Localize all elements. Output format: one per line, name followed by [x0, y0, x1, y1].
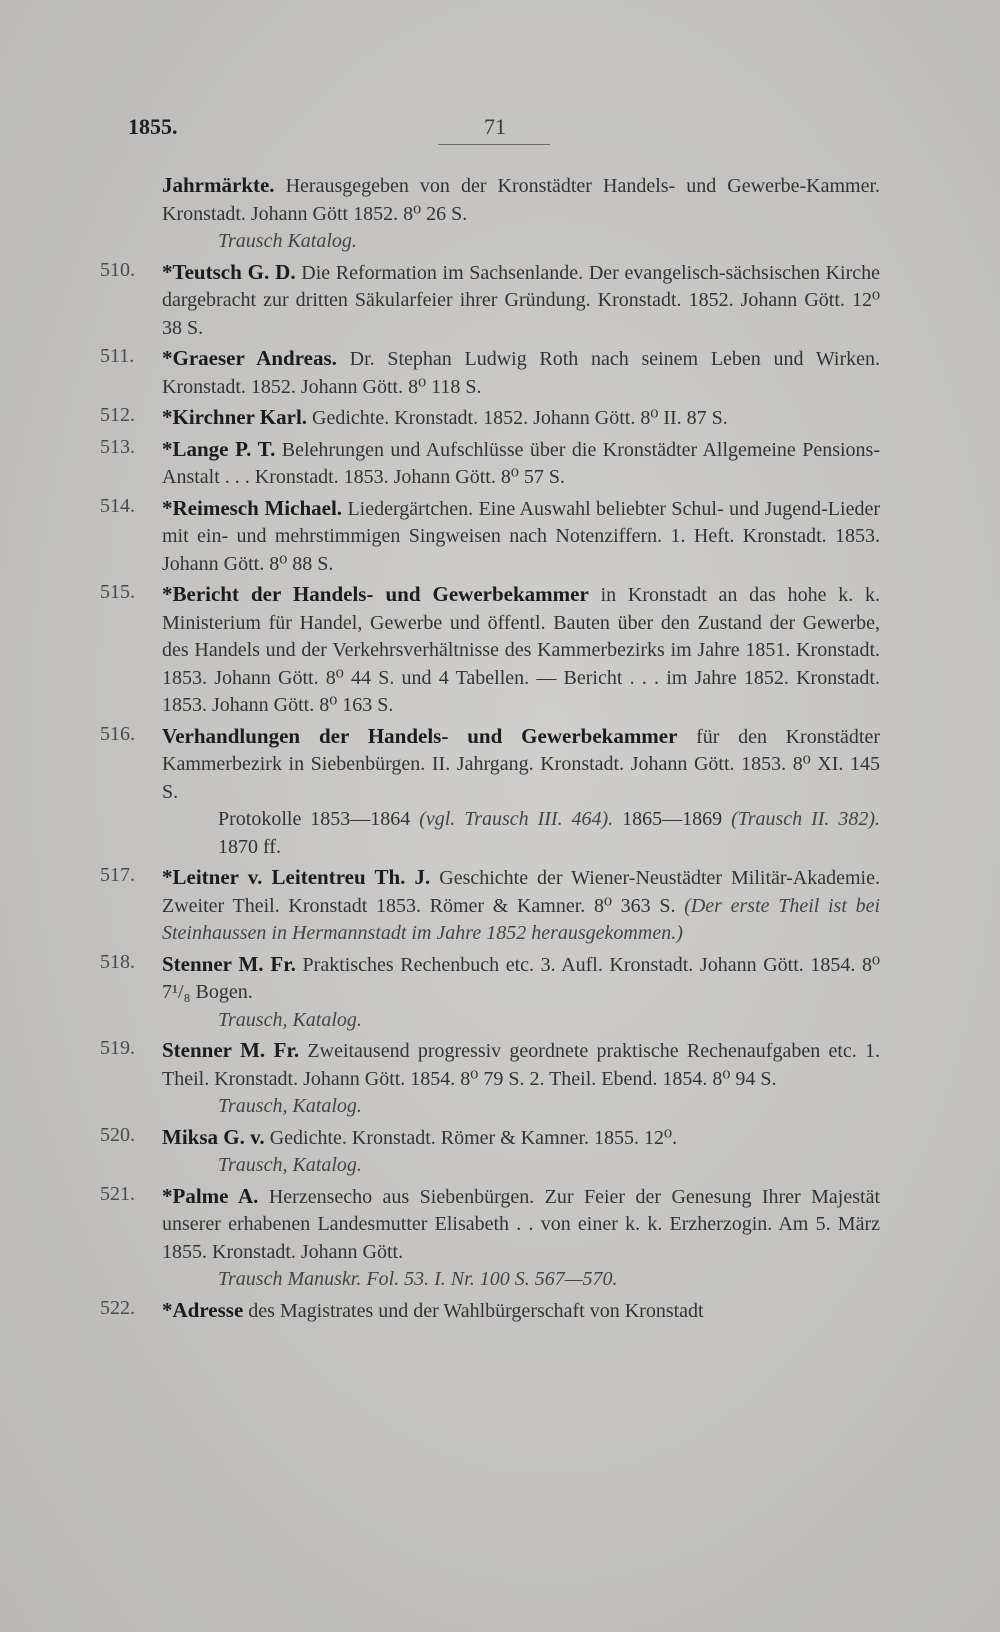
- entry-number: 514.: [100, 494, 135, 517]
- bibliography-list: [100, 172, 880, 1328]
- entry-author: *Teutsch G. D.: [162, 259, 296, 284]
- entry-number: 510.: [100, 258, 135, 281]
- entry-518: [100, 951, 880, 1035]
- entry-text: Dr. Stephan Ludwig Roth nach seinem Leben und Wirken. Kronstadt. 1852. Johann Gött. 8⁰ 118 S.: [162, 348, 881, 398]
- entry-text: in Kronstadt an das hohe k. k. Ministerium für Handel, Gewerbe und öffentl. Bauten über den Zustand der Gewerbe, des Handels und der Verkehrsverhältnisse des Kammerbezirks im Jahre 1851. Kronstadt. 1853. Johann Gött. 8⁰ 44 S. und 4 Tabellen. — Bericht . . . im Jahre 1852. Kronstadt. 1853. Johann Gött. 8⁰ 163 S.: [162, 584, 880, 716]
- entry-513: [100, 436, 880, 492]
- entry-text: Gedichte. Kronstadt. Römer & Kamner. 1855. 12⁰.: [269, 1126, 678, 1149]
- protocol-ref-2: (Trausch II. 382).: [731, 808, 881, 830]
- protocol-range-1: Protokolle 1853—1864: [218, 808, 411, 830]
- entry-number: 520.: [100, 1123, 135, 1146]
- entry-author: *Bericht der Handels- und Gewerbekammer: [162, 582, 589, 606]
- entry-note: Trausch, Katalog.: [218, 1154, 362, 1176]
- entry-text: Die Reformation im Sachsenlande. Der evangelisch-sächsischen Kirche dargebracht zur dritten Säkularfeier ihrer Gründung. Kronstadt. 1852. Johann Gött. 12⁰ 38 S.: [162, 261, 881, 339]
- protocol-range-2: 1865—1869: [622, 808, 723, 830]
- entry-521: [100, 1183, 880, 1294]
- entry-author: *Graeser Andreas.: [162, 346, 337, 370]
- header-rule: [438, 144, 550, 145]
- entry-author: Stenner M. Fr.: [162, 1038, 300, 1062]
- entry-inline-note: (Der erste Theil ist bei Steinhaussen in Hermannstadt im Jahre 1852 herausgekommen.): [162, 894, 880, 944]
- entry-note: Trausch, Katalog.: [218, 1008, 362, 1031]
- entry-author: Stenner M. Fr.: [162, 951, 296, 976]
- entry-text: Gedichte. Kronstadt. 1852. Johann Gött. 8⁰ II. 87 S.: [312, 407, 728, 429]
- entry-text: Herzensecho aus Siebenbürgen. Zur Feier der Genesung Ihrer Majestät unserer erhabenen Landesmutter Elisabeth . . von einer k. k. Erzherzogin. Am 5. März 1855. Kronstadt. Johann Gött.: [162, 1185, 881, 1263]
- entry-protocol-line: [162, 806, 880, 861]
- entry-text: Belehrungen und Aufschlüsse über die Kronstädter Allgemeine Pensions-Anstalt . . . Kronstadt. 1853. Johann Gött. 8⁰ 57 S.: [162, 438, 881, 488]
- header-year: 1855.: [128, 114, 178, 139]
- entry-text: des Magistrates und der Wahlbürgerschaft von Kronstadt: [248, 1299, 704, 1322]
- protocol-range-3: 1870 ff.: [218, 835, 281, 858]
- entry-author: *Kirchner Karl.: [162, 405, 308, 429]
- entry-number: 517.: [100, 864, 135, 886]
- page-number: 71: [484, 114, 506, 139]
- entry-text: Herausgegeben von der Kronstädter Handels- und Gewerbe-Kammer. Kronstadt. Johann Gött 1852. 8⁰ 26 S.: [162, 175, 881, 225]
- entry-text: Zweitausend progressiv geordnete praktische Rechenaufgaben etc. 1. Theil. Kronstadt. Johann Gött. 1854. 8⁰ 79 S. 2. Theil. Ebend. 1854. 8⁰ 94 S.: [162, 1040, 881, 1090]
- entry-number: 511.: [100, 345, 135, 367]
- entry-number: 516.: [100, 722, 135, 745]
- entry-522: [100, 1297, 880, 1326]
- entry-number: 513.: [100, 435, 135, 458]
- entry-number: 518.: [100, 950, 135, 973]
- entry-number: 522.: [100, 1296, 135, 1319]
- entry-note: Trausch Manuskr. Fol. 53. I. Nr. 100 S. 567—570.: [218, 1268, 618, 1290]
- entry-509-continued: [100, 172, 880, 256]
- protocol-ref-1: (vgl. Trausch III. 464).: [419, 808, 614, 830]
- entry-520: [100, 1124, 880, 1180]
- entry-author: Miksa G. v.: [162, 1124, 265, 1149]
- entry-author: *Adresse: [162, 1297, 244, 1322]
- entry-author: *Reimesch Michael.: [162, 495, 343, 520]
- entry-519: [100, 1037, 880, 1121]
- entry-514: [100, 495, 880, 579]
- entry-text: Praktisches Rechenbuch etc. 3. Aufl. Kronstadt. Johann Gött. 1854. 8⁰ 7¹/₈ Bogen.: [162, 953, 881, 1003]
- entry-number: 519.: [100, 1037, 135, 1059]
- entry-note: Trausch Katalog.: [218, 230, 357, 252]
- entry-text: für den Kronstädter Kammerbezirk in Siebenbürgen. II. Jahrgang. Kronstadt. Johann Gött. 1853. 8⁰ XI. 145 S.: [162, 725, 881, 803]
- entry-515: [100, 581, 880, 720]
- entry-517: [100, 864, 880, 948]
- entry-510: [100, 259, 880, 343]
- entry-author: *Leitner v. Leitentreu Th. J.: [162, 865, 431, 889]
- entry-511: [100, 345, 880, 401]
- entry-author: Verhandlungen der Handels- und Gewerbekammer: [162, 723, 678, 748]
- entry-number: 515.: [100, 581, 135, 603]
- entry-512: [100, 404, 880, 433]
- entry-text: Geschichte der Wiener-Neustädter Militär-Akademie. Zweiter Theil. Kronstadt 1853. Römer & Kamner. 8⁰ 363 S.: [162, 867, 880, 917]
- entry-516: [100, 723, 880, 862]
- entry-author: Jahrmärkte.: [162, 173, 275, 197]
- entry-note: Trausch, Katalog.: [218, 1095, 362, 1117]
- entry-number: 521.: [100, 1182, 135, 1205]
- entry-number: 512.: [100, 404, 135, 426]
- entry-text: Liedergärtchen. Eine Auswahl beliebter Schul- und Jugend-Lieder mit ein- und mehrstimmigen Singweisen nach Notenziffern. 1. Heft. Kronstadt. 1853. Johann Gött. 8⁰ 88 S.: [162, 497, 880, 575]
- entry-author: *Palme A.: [162, 1183, 259, 1208]
- entry-author: *Lange P. T.: [162, 436, 276, 461]
